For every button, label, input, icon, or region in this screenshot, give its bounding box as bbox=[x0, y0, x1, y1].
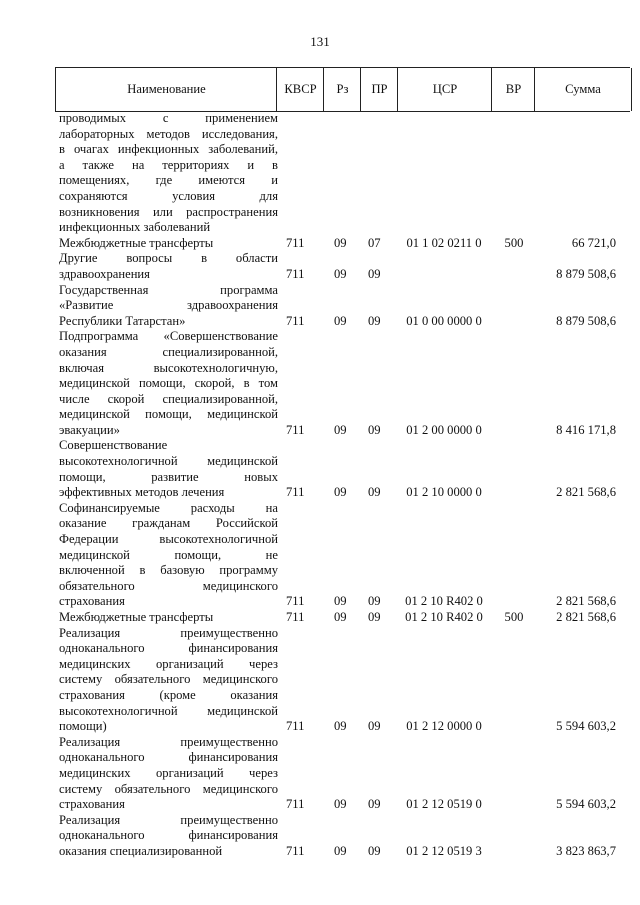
row-name bbox=[55, 610, 278, 626]
table-header bbox=[55, 67, 630, 112]
table-row bbox=[55, 626, 630, 735]
cell-pr: 09 bbox=[368, 422, 381, 437]
cell-rz: 09 bbox=[334, 719, 347, 734]
cell-sum: 8 416 171,8 bbox=[556, 422, 616, 437]
row-name-line: медицинских организаций через bbox=[59, 656, 278, 671]
row-name-line: Федерации высокотехнологичной bbox=[59, 532, 278, 547]
cell-csr: 01 2 00 0000 0 bbox=[406, 422, 482, 437]
cell-pr: 09 bbox=[368, 266, 381, 281]
row-name-line: высокотехнологичной медицинской bbox=[59, 454, 278, 469]
cell-rz: 09 bbox=[334, 485, 347, 500]
cell-sum: 66 721,0 bbox=[571, 235, 616, 250]
cell-rz: 09 bbox=[334, 422, 347, 437]
cell-pr: 09 bbox=[368, 610, 381, 624]
header-vr: ВР bbox=[491, 68, 535, 111]
cell-kvsr: 711 bbox=[286, 313, 305, 328]
row-name-line: лабораторных методов исследования, bbox=[59, 126, 278, 141]
row-name-line: Государственная программа bbox=[59, 282, 278, 297]
row-name-line: оказания специализированной bbox=[59, 843, 223, 858]
cell-rz: 09 bbox=[334, 594, 347, 609]
cell-vr: 500 bbox=[504, 235, 524, 250]
cell-rz: 09 bbox=[334, 235, 347, 250]
cell-pr: 09 bbox=[368, 594, 381, 609]
cell-sum: 3 823 863,7 bbox=[556, 843, 616, 858]
row-name-line: одноканального финансирования bbox=[59, 641, 278, 656]
row-name-line: помощи) bbox=[59, 719, 107, 734]
row-name-line: систему обязательного медицинского bbox=[59, 672, 278, 687]
row-name-line: оказания специализированной, bbox=[59, 344, 278, 359]
row-name-line: инфекционных заболеваний bbox=[59, 220, 211, 235]
cell-kvsr: 711 bbox=[286, 843, 305, 858]
header-rz: Рз bbox=[323, 68, 361, 111]
cell-csr: 01 2 12 0000 0 bbox=[406, 719, 482, 734]
row-name-line: Подпрограмма «Совершенствование bbox=[59, 329, 278, 344]
table-row bbox=[55, 329, 630, 438]
row-name-line: Республики Татарстан» bbox=[59, 313, 186, 328]
cell-pr: 09 bbox=[368, 313, 381, 328]
table-row bbox=[55, 283, 630, 330]
table-row bbox=[55, 813, 630, 860]
header-csr: ЦСР bbox=[397, 68, 492, 111]
row-name bbox=[55, 251, 278, 282]
header-pr: ПР bbox=[360, 68, 398, 111]
cell-sum: 2 821 568,6 bbox=[556, 485, 616, 500]
cell-rz: 09 bbox=[334, 610, 347, 624]
row-name-line: числе скорой специализированной, bbox=[59, 391, 278, 406]
cell-kvsr: 711 bbox=[286, 485, 305, 500]
row-name-line: Реализация преимущественно bbox=[59, 625, 278, 640]
row-name-line: проводимых с применением bbox=[59, 111, 278, 125]
cell-pr: 09 bbox=[368, 843, 381, 858]
row-name-line: возникновения или распространения bbox=[59, 204, 278, 219]
row-name-line: обязательного медицинского bbox=[59, 578, 278, 593]
row-name-line: медицинской помощи, медицинской bbox=[59, 407, 278, 422]
row-name-line: Совершенствование bbox=[59, 438, 168, 453]
cell-rz: 09 bbox=[334, 313, 347, 328]
row-name-line: высокотехнологичной медицинской bbox=[59, 703, 278, 718]
cell-kvsr: 711 bbox=[286, 610, 305, 624]
cell-kvsr: 711 bbox=[286, 266, 305, 281]
row-name-line: в очагах инфекционных заболеваний, bbox=[59, 142, 278, 157]
cell-pr: 09 bbox=[368, 485, 381, 500]
row-name-line: «Развитие здравоохранения bbox=[59, 298, 278, 313]
header-kvsr: КВСР bbox=[276, 68, 324, 111]
cell-rz: 09 bbox=[334, 843, 347, 858]
row-name-line: Реализация преимущественно bbox=[59, 812, 278, 827]
row-name bbox=[55, 236, 278, 252]
table-row bbox=[55, 438, 630, 500]
cell-csr: 01 2 10 0000 0 bbox=[406, 485, 482, 500]
row-name-line: медицинской помощи, не bbox=[59, 547, 278, 562]
row-name-line: страхования bbox=[59, 594, 125, 609]
row-name-line: помещениях, где имеются и bbox=[59, 173, 278, 188]
row-name-line: здравоохранения bbox=[59, 266, 150, 281]
row-name-line: страхования bbox=[59, 797, 125, 812]
cell-kvsr: 711 bbox=[286, 594, 305, 609]
table-row bbox=[55, 610, 630, 626]
row-name-line: оказание гражданам Российской bbox=[59, 516, 278, 531]
row-name-line: одноканального финансирования bbox=[59, 750, 278, 765]
cell-sum: 2 821 568,6 bbox=[556, 594, 616, 609]
cell-sum: 5 594 603,2 bbox=[556, 719, 616, 734]
row-name-line: помощи, развитие новых bbox=[59, 469, 278, 484]
row-name-line: Межбюджетные трансферты bbox=[59, 235, 214, 250]
table-row bbox=[55, 111, 630, 236]
table-row bbox=[55, 236, 630, 252]
cell-csr: 01 2 10 R402 0 bbox=[405, 610, 483, 624]
row-name-line: Межбюджетные трансферты bbox=[59, 610, 214, 624]
row-name bbox=[55, 813, 278, 860]
cell-sum: 2 821 568,6 bbox=[556, 610, 616, 624]
cell-csr: 01 2 12 0519 3 bbox=[406, 843, 482, 858]
row-name bbox=[55, 626, 278, 735]
row-name bbox=[55, 501, 278, 610]
cell-kvsr: 711 bbox=[286, 235, 305, 250]
page-number: 131 bbox=[310, 34, 330, 49]
header-name: Наименование bbox=[55, 68, 277, 111]
table-row bbox=[55, 501, 630, 610]
row-name-line: систему обязательного медицинского bbox=[59, 781, 278, 796]
cell-csr: 01 1 02 0211 0 bbox=[406, 235, 482, 250]
row-name bbox=[55, 283, 278, 330]
table-row bbox=[55, 735, 630, 813]
cell-pr: 09 bbox=[368, 719, 381, 734]
header-sum: Сумма bbox=[534, 68, 632, 111]
row-name-line: Реализация преимущественно bbox=[59, 734, 278, 749]
row-name-line: одноканального финансирования bbox=[59, 828, 278, 843]
cell-csr: 01 2 10 R402 0 bbox=[405, 594, 483, 609]
row-name-line: медицинских организаций через bbox=[59, 765, 278, 780]
row-name bbox=[55, 329, 278, 438]
row-name-line: Софинансируемые расходы на bbox=[59, 500, 278, 515]
row-name bbox=[55, 735, 278, 813]
row-name-line: страхования (кроме оказания bbox=[59, 687, 278, 702]
row-name-line: Другие вопросы в области bbox=[59, 251, 278, 266]
cell-pr: 07 bbox=[368, 235, 381, 250]
cell-csr: 01 0 00 0000 0 bbox=[406, 313, 482, 328]
row-name-line: сохраняются условия для bbox=[59, 188, 278, 203]
cell-sum: 5 594 603,2 bbox=[556, 797, 616, 812]
table-body bbox=[55, 111, 630, 860]
row-name-line: а также на территориях и в bbox=[59, 157, 278, 172]
cell-pr: 09 bbox=[368, 797, 381, 812]
cell-csr: 01 2 12 0519 0 bbox=[406, 797, 482, 812]
cell-vr: 500 bbox=[504, 610, 524, 624]
row-name-line: медицинской помощи, скорой, в том bbox=[59, 376, 278, 391]
row-name bbox=[55, 111, 278, 236]
cell-kvsr: 711 bbox=[286, 422, 305, 437]
row-name-line: эффективных методов лечения bbox=[59, 485, 225, 500]
cell-sum: 8 879 508,6 bbox=[556, 266, 616, 281]
cell-rz: 09 bbox=[334, 797, 347, 812]
cell-kvsr: 711 bbox=[286, 797, 305, 812]
row-name-line: включая высокотехнологичную, bbox=[59, 360, 278, 375]
row-name-line: включенной в базовую программу bbox=[59, 563, 278, 578]
cell-sum: 8 879 508,6 bbox=[556, 313, 616, 328]
table-row bbox=[55, 251, 630, 282]
row-name-line: эвакуации» bbox=[59, 422, 120, 437]
row-name bbox=[55, 438, 278, 500]
cell-kvsr: 711 bbox=[286, 719, 305, 734]
cell-rz: 09 bbox=[334, 266, 347, 281]
